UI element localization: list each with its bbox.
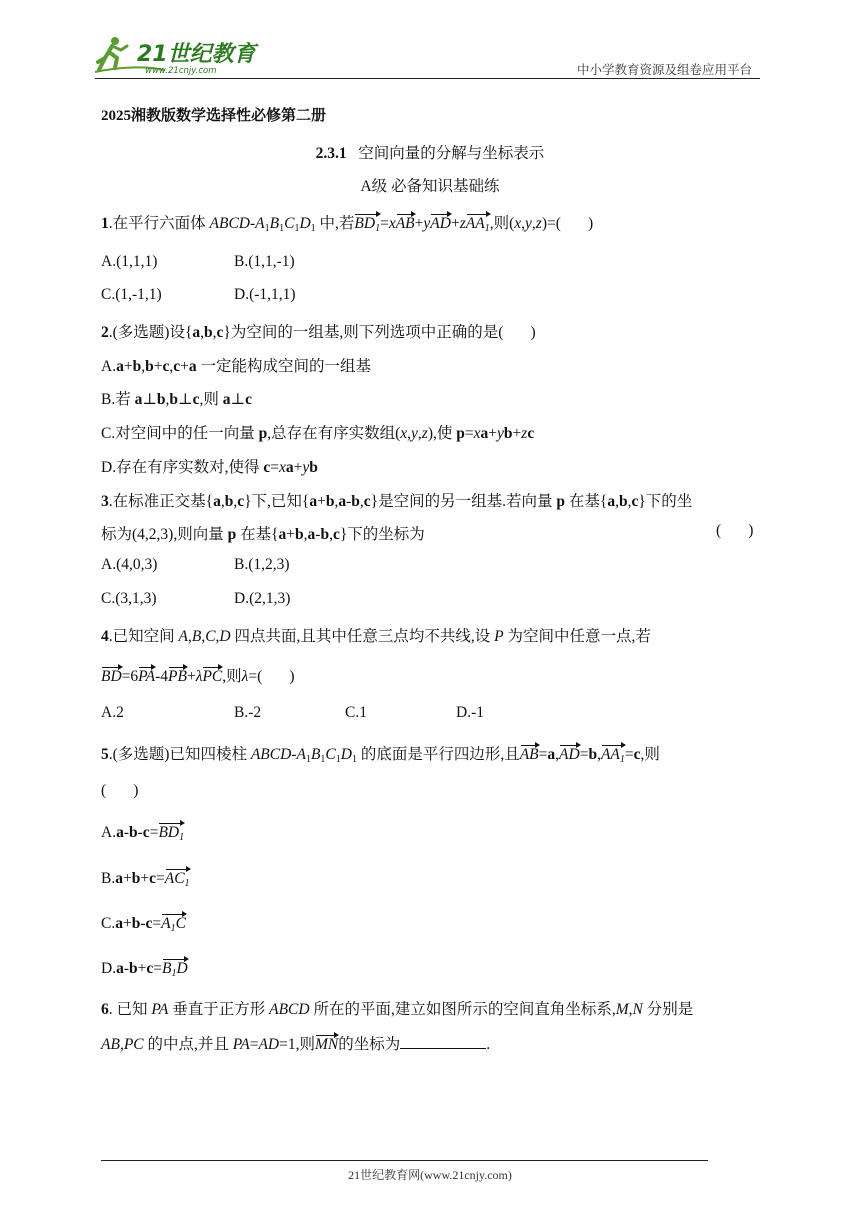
q3-answer-bracket: ( ): [716, 522, 754, 539]
level-title: A级 必备知识基础练: [360, 178, 500, 195]
q3-option-b: B.(1,2,3): [234, 556, 290, 573]
footer-rule: [101, 1160, 708, 1161]
question-number: 3: [101, 493, 109, 510]
question-6-line-1: 6. 已知 PA 垂直于正方形 ABCD 所在的平面,建立如图所示的空间直角坐标系,M,N 分别是: [101, 1001, 694, 1018]
q3-option-c: C.(3,1,3): [101, 590, 157, 607]
q4-option-c: C.1: [345, 704, 367, 721]
q5-option-c: $C.a+b-c=A_1C$: [101, 915, 186, 934]
question-number: 5: [101, 746, 109, 763]
question-3-line-1: 3.在标准正交基{a,b,c}下,已知{a+b,a-b,c}是空间的另一组基.若向量 p 在基{a,b,c}下的坐: [101, 493, 693, 510]
q3-option-a: A.(4,0,3): [101, 556, 158, 573]
question-number: 6: [101, 1001, 109, 1018]
question-number: 4: [101, 628, 109, 645]
header-rule: [95, 78, 760, 79]
svg-text:21世纪教育: 21世纪教育: [137, 42, 256, 67]
q3-option-d: D.(2,1,3): [234, 590, 291, 607]
svg-text:www.21cnjy.com: www.21cnjy.com: [145, 66, 217, 76]
question-number: 2: [101, 324, 109, 341]
q5-option-a: $A.a-b-c=BD_1$: [101, 824, 185, 843]
question-5-bracket: ( ): [101, 782, 139, 799]
question-4-line-2: BD=6PA-4PB+λPC,则λ=( ): [101, 668, 295, 685]
q5-option-d: $D.a-b+c=B_1D$: [101, 960, 188, 979]
question-5-line-1: 5.(多选题)已知四棱柱 ABCD-$A_1B_1C_1D_1$ 的底面是平行四边形,且$AB=a,AD=b,AA_1=c$,则: [101, 746, 660, 765]
section-title: [0, 141, 860, 163]
q1-option-d: D.(-1,1,1): [234, 286, 296, 303]
q5-option-b: $B.a+b+c=AC_1$: [101, 870, 190, 889]
q4-option-a: A.2: [101, 704, 124, 721]
question-1: 1.在平行六面体 ABCD-$A_1B_1C_1D_1$ 中,若$BD_1=xAB+yAD+zAA_1$,则(x,y,z)=( ): [101, 215, 594, 234]
question-6-line-2: AB,PC 的中点,并且 PA=AD=1,则MN的坐标为 .: [101, 1036, 491, 1053]
q2-option-d: D.存在有序实数对,使得 c=xa+yb: [101, 459, 318, 476]
question-4-line-1: 4.已知空间 A,B,C,D 四点共面,且其中任意三点均不共线,设 P 为空间中任意一点,若: [101, 628, 651, 645]
q4-option-b: B.-2: [234, 704, 262, 721]
book-title: 2025湘教版数学选择性必修第二册: [101, 108, 327, 124]
footer-text: 21世纪教育网(www.21cnjy.com): [348, 1168, 512, 1182]
section-number: 2.3.1: [315, 145, 347, 162]
q2-option-b: B.若 a⊥b,b⊥c,则 a⊥c: [101, 391, 252, 408]
question-2: 2.(多选题)设{a,b,c}为空间的一组基,则下列选项中正确的是( ): [101, 324, 536, 341]
q2-option-a: A.a+b,b+c,c+a 一定能构成空间的一组基: [101, 358, 371, 375]
platform-name: 中小学教育资源及组卷应用平台: [576, 63, 752, 77]
site-logo: [95, 34, 265, 76]
answer-blank[interactable]: [400, 1034, 486, 1049]
section-name: 空间向量的分解与坐标表示: [358, 145, 545, 162]
question-number: 1: [101, 215, 109, 232]
q2-option-c: C.对空间中的任一向量 p,总存在有序实数组(x,y,z),使 p=xa+yb+zc: [101, 425, 535, 442]
question-3-line-2: 标为(4,2,3),则向量 p 在基{a+b,a-b,c}下的坐标为: [101, 526, 425, 543]
q1-option-c: C.(1,-1,1): [101, 286, 162, 303]
q4-option-d: D.-1: [456, 704, 484, 721]
q1-option-a: A.(1,1,1): [101, 253, 158, 270]
page-header: [95, 30, 760, 80]
q1-option-b: B.(1,1,-1): [234, 253, 295, 270]
